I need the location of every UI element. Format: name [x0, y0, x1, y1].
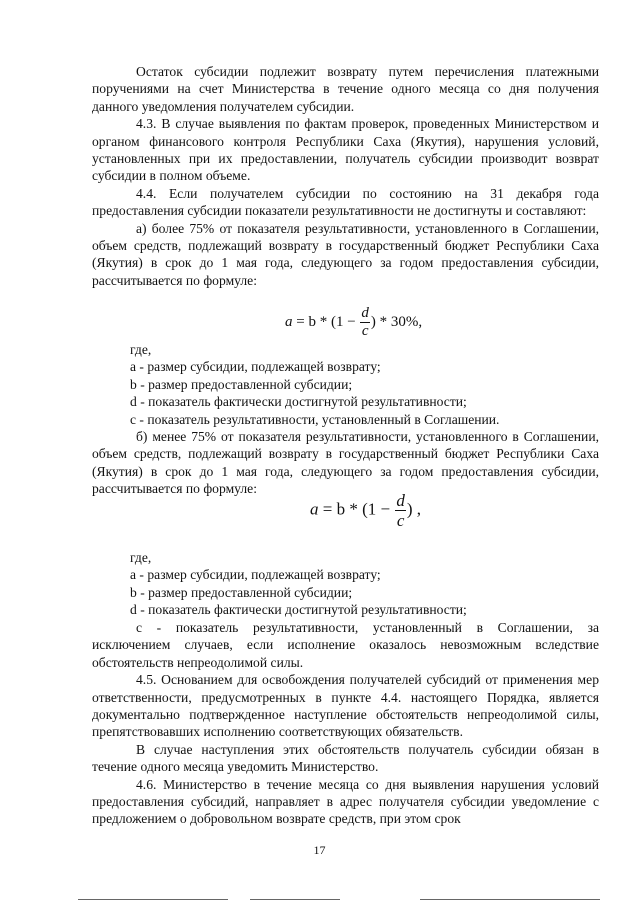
formula-1-denominator: c — [361, 323, 369, 339]
formula-1 — [285, 306, 422, 339]
def-a-1: а - размер субсидии, подлежащей возврату; — [130, 359, 381, 375]
formula-1-body: = b * (1 − — [292, 313, 360, 330]
page-number: 17 — [313, 843, 326, 857]
text-block-1 — [92, 63, 599, 289]
text-block-3 — [92, 619, 599, 828]
def-b-2: b - размер предоставленной субсидии; — [130, 584, 353, 600]
scan-artifact-line — [250, 899, 340, 900]
where-label-2: где, — [130, 550, 152, 565]
def-c-2: с - показатель результативности, установленный в Соглашении, за исключением случаев, если исполнение оказалось невозможным вследствие обстоятельств непреодолимой силы. — [92, 620, 599, 670]
formula-2-body: = b * (1 − — [318, 499, 395, 519]
definitions-2 — [92, 549, 599, 619]
formula-1-fraction — [360, 306, 370, 339]
def-a-2: а - размер субсидии, подлежащей возврату; — [130, 567, 381, 583]
def-d-2: d - показатель фактически достигнутой результативности; — [130, 602, 467, 618]
def-b-1: b - размер предоставленной субсидии; — [130, 376, 353, 392]
def-c-1: с - показатель результативности, установленный в Соглашении. — [130, 411, 500, 427]
paragraph-4-4: 4.4. Если получателем субсидии по состоянию на 31 декабря года предоставления субсидии показатели результативности не достигнуты и составляют: — [92, 185, 599, 219]
formula-2-tail: ) , — [406, 499, 422, 519]
paragraph-residual-return: Остаток субсидии подлежит возврату путем перечисления платежными поручениями на счет Министерства в течение одного месяца со дня получения данного уведомления получателем субсидии. — [92, 64, 599, 114]
formula-2-fraction — [395, 492, 406, 529]
paragraph-4-6: 4.6. Министерство в течение месяца со дня выявления нарушения условий предоставления субсидий, направляет в адрес получателя субсидии уведомление с предложением о добровольном возврате средств, при этом срок — [92, 776, 599, 827]
scan-artifact-line — [420, 899, 600, 900]
text-block-2 — [92, 428, 599, 498]
formula-2 — [310, 492, 421, 529]
paragraph-4-5: 4.5. Основанием для освобождения получателей субсидий от применения мер ответственности, предусмотренных в пункте 4.4. настоящего Порядка, является документально подтвержденное наступление обстоятельств непреодолимой силы, препятствовавших исполнению соответствующих обязательств. — [92, 672, 599, 740]
formula-1-tail: ) * 30%, — [370, 313, 423, 330]
paragraph-4-3: 4.3. В случае выявления по фактам проверок, проведенных Министерством и органом финансового контроля Республики Саха (Якутия), нарушения условий, установленных при их предоставлении, получатель субсидии производит возврат субсидии в полном объеме. — [92, 116, 599, 184]
definitions-1 — [92, 341, 599, 428]
formula-2-lhs: a — [310, 499, 319, 519]
paragraph-4-4-b: б) менее 75% от показателя результативности, установленного в Соглашении, объем средств, подлежащий возврату в государственный бюджет Республики Саха (Якутия) в срок до 1 мая года, следующего за годом предоставления субсидии, рассчитывается по формуле: — [92, 429, 599, 497]
formula-2-numerator: d — [396, 491, 405, 510]
formula-2-denominator: c — [396, 511, 405, 530]
scan-artifact-line — [78, 899, 228, 900]
formula-1-numerator: d — [361, 305, 369, 321]
def-d-1: d - показатель фактически достигнутой результативности; — [130, 394, 467, 410]
paragraph-notify: В случае наступления этих обстоятельств получатель субсидии обязан в течение одного месяца уведомить Министерство. — [92, 741, 599, 775]
formula-1-lhs: a — [285, 313, 293, 330]
where-label-1: где, — [130, 342, 152, 357]
paragraph-4-4-a: а) более 75% от показателя результативности, установленного в Соглашении, объем средств, подлежащий возврату в государственный бюджет Республики Саха (Якутия) в срок до 1 мая года, следующего за годом предоставления субсидии, рассчитывается по формуле: — [92, 220, 599, 288]
